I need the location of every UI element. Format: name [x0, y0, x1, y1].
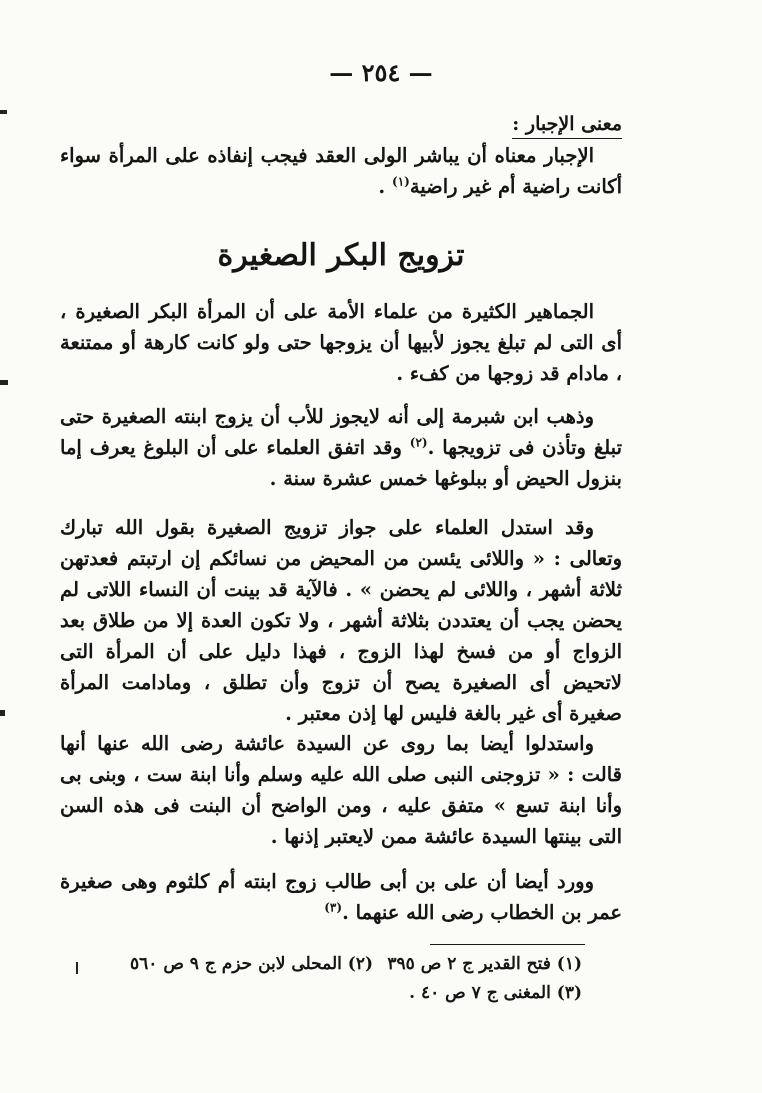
paragraph-umm-kulthum	[60, 866, 622, 928]
definition-paragraph	[60, 140, 622, 202]
paragraph-puberty-text: وقد اتفق العلماء على أن البلوغ يعرف إما بنزول الحيض أو ببلوغها خمس عشرة سنة .	[60, 436, 622, 490]
paragraph-umm-kulthum-text: وورد أيضا أن على بن أبى طالب زوج ابنته أم كلثوم وهى صغيرة عمر بن الخطاب رضى الله عنهما .	[60, 870, 622, 924]
footnote-1: (١) فتح القدير ج ٢ ص ٣٩٥	[387, 954, 582, 974]
paragraph-quran-evidence: وقد استدل العلماء على جواز تزويج الصغيرة بقول الله تبارك وتعالى : « واللائى يئسن من المحيض من نسائكم إن ارتبتم فعدتهن ثلاثة أشهر ، واللائى لم يحضن » . فالآية قد بينت أن النساء اللاتى لم يحضن يجب أن يعتددن بثلاثة أشهر ، ولا تكون العدة إلا من طلاق بعد الزواج أو من فسخ لهذا الزوج ، فهذا دليل على أن المرأة التى لاتحيض أى الصغيرة يصح أن تزوج وأن تطلق ، ومادامت المرأة صغيرة أى غير بالغة فليس لها إذن معتبر .	[60, 516, 622, 725]
paragraph-ibn-shubruma-text: وذهب ابن شبرمة إلى أنه لايجوز للأب أن يزوج ابنته الصغيرة حتى تبلغ وتأذن فى تزويجها .	[60, 405, 622, 459]
scan-edge-mark	[0, 380, 8, 385]
footnote-ref-3: (٣)	[324, 900, 343, 915]
definition-end: .	[378, 175, 392, 198]
scan-edge-mark	[0, 110, 7, 114]
footnote-3: (٣) المغنى ج ٧ ص ٤٠ .	[409, 983, 582, 1003]
page-number: — ٢٥٤ —	[329, 58, 433, 87]
paragraph-ibn-shubruma	[60, 401, 622, 494]
section-label: معنى الإجبار :	[512, 113, 622, 139]
paragraph-majority-view: الجماهير الكثيرة من علماء الأمة على أن المرأة البكر الصغيرة ، أى التى لم تبلغ يجوز لأبيها أن يزوجها حتى ولو كانت كارهة أو ممتنعة ، مادام قد زوجها من كفء .	[60, 300, 622, 385]
scan-dust-mark	[76, 962, 78, 974]
footnote-ref-1: (١)	[392, 174, 410, 189]
main-heading: تزويج البكر الصغيرة	[217, 238, 465, 273]
paragraph-aisha-evidence: واستدلوا أيضا بما روى عن السيدة عائشة رضى الله عنها أنها قالت : « تزوجنى النبى صلى الله عليه وسلم وأنا ابنة ست ، وبنى بى وأنا ابنة تسع » متفق عليه ، ومن الواضح أن البنت فى هذه السن التى بينتها السيدة عائشة ممن لايعتبر إذنها .	[60, 732, 622, 848]
footnote-2: (٢) المحلى لابن حزم ج ٩ ص ٥٦٠	[130, 954, 374, 974]
scan-edge-mark	[0, 710, 5, 716]
footnote-separator	[430, 944, 585, 945]
footnote-ref-2: (٢)	[409, 435, 428, 450]
definition-text: الإجبار معناه أن يباشر الولى العقد فيجب إنفاذه على المرأة سواء أكانت راضية أم غير راضية	[60, 144, 622, 198]
